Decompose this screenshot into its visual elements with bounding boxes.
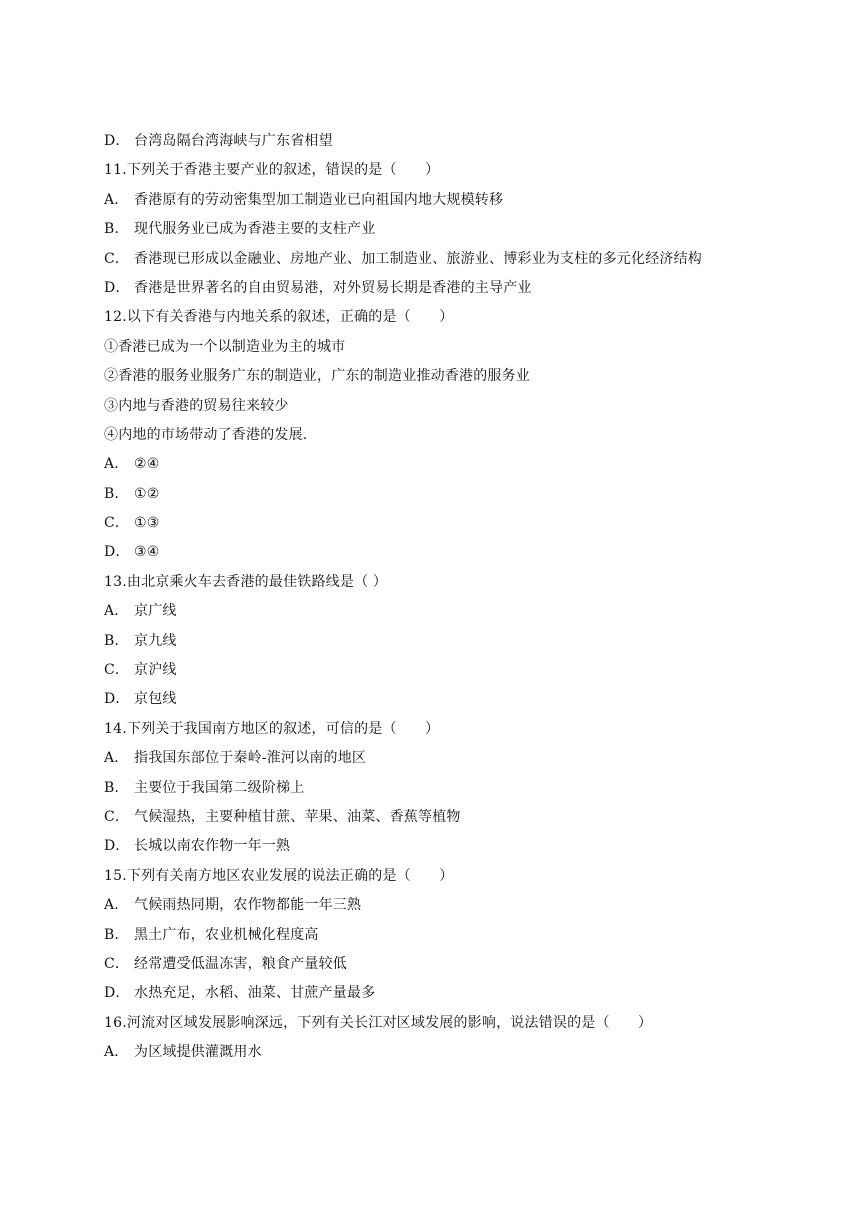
option-text: 主要位于我国第二级阶梯上 xyxy=(134,779,305,796)
option-letter: B． xyxy=(104,221,129,238)
answer-option xyxy=(104,186,784,215)
statement-item: ④内地的市场带动了香港的发展. xyxy=(104,426,308,443)
option-text: ②④ xyxy=(134,456,160,473)
answer-option xyxy=(104,215,784,244)
question-stem: 16.河流对区域发展影响深远，下列有关长江对区域发展的影响，说法错误的是（ ） xyxy=(104,1014,653,1031)
answer-option xyxy=(104,950,784,979)
answer-option xyxy=(104,891,784,920)
option-letter: A． xyxy=(104,191,129,208)
statement-item: ②香港的服务业服务广东的制造业，广东的制造业推动香港的服务业 xyxy=(104,368,530,385)
answer-option xyxy=(104,538,784,567)
option-text: 香港原有的劳动密集型加工制造业已向祖国内地大规模转移 xyxy=(134,191,504,208)
answer-option xyxy=(104,744,784,773)
option-text: 京九线 xyxy=(134,632,177,649)
statement-item: ③内地与香港的贸易往来较少 xyxy=(104,397,289,414)
option-letter: C． xyxy=(104,515,130,532)
option-text: 指我国东部位于秦岭-淮河以南的地区 xyxy=(134,750,367,767)
question-stem: 11.下列关于香港主要产业的叙述，错误的是（ ） xyxy=(104,162,440,179)
option-text: 为区域提供灌溉用水 xyxy=(134,1044,262,1061)
option-letter: B． xyxy=(104,485,129,502)
option-letter: D． xyxy=(104,985,130,1002)
answer-option xyxy=(104,803,784,832)
option-letter: B． xyxy=(104,926,129,943)
option-letter: C． xyxy=(104,662,130,679)
option-text: 香港是世界著名的自由贸易港，对外贸易长期是香港的主导产业 xyxy=(134,279,532,296)
answer-option xyxy=(104,450,784,479)
option-letter: C． xyxy=(104,955,130,972)
option-text: 长城以南农作物一年一熟 xyxy=(134,838,291,855)
question-stem: 14.下列关于我国南方地区的叙述，可信的是（ ） xyxy=(104,720,440,737)
statement-item: ①香港已成为一个以制造业为主的城市 xyxy=(104,338,346,355)
option-text: 气候雨热同期，农作物都能一年三熟 xyxy=(134,897,362,914)
option-letter: B． xyxy=(104,632,129,649)
option-text: 京包线 xyxy=(134,691,177,708)
answer-option xyxy=(104,245,784,274)
option-text: 京沪线 xyxy=(134,662,177,679)
option-text: 台湾岛隔台湾海峡与广东省相望 xyxy=(134,133,333,149)
option-text: 京广线 xyxy=(134,603,177,620)
option-letter: A． xyxy=(104,456,129,473)
option-text: 香港现已形成以金融业、房地产业、加工制造业、旅游业、博彩业为支柱的多元化经济结构 xyxy=(134,250,702,267)
question-stem: 12.以下有关香港与内地关系的叙述，正确的是（ ） xyxy=(104,309,454,326)
option-letter: D． xyxy=(104,133,130,149)
answer-option xyxy=(104,127,784,156)
option-letter: D． xyxy=(104,838,130,855)
answer-option xyxy=(104,597,784,626)
option-letter: C． xyxy=(104,808,130,825)
answer-option xyxy=(104,685,784,714)
option-text: 水热充足，水稻、油菜、甘蔗产量最多 xyxy=(134,985,376,1002)
option-letter: C． xyxy=(104,250,130,267)
answer-option xyxy=(104,480,784,509)
answer-option xyxy=(104,274,784,303)
option-letter: A． xyxy=(104,897,129,914)
option-letter: D． xyxy=(104,279,130,296)
option-text: ③④ xyxy=(134,544,160,561)
option-letter: A． xyxy=(104,750,129,767)
option-letter: D． xyxy=(104,544,130,561)
option-text: 气候湿热，主要种植甘蔗、苹果、油菜、香蕉等植物 xyxy=(134,808,461,825)
option-letter: D． xyxy=(104,691,130,708)
answer-option xyxy=(104,1038,784,1067)
option-text: ①③ xyxy=(134,515,160,532)
option-letter: A． xyxy=(104,1044,129,1061)
question-stem: 13.由北京乘火车去香港的最佳铁路线是（ ） xyxy=(104,573,388,590)
question-stem: 15.下列有关南方地区农业发展的说法正确的是（ ） xyxy=(104,867,454,884)
answer-option xyxy=(104,627,784,656)
answer-option xyxy=(104,832,784,861)
option-text: 黑土广布，农业机械化程度高 xyxy=(134,926,319,943)
question-list xyxy=(104,127,784,1068)
answer-option xyxy=(104,979,784,1008)
option-letter: B． xyxy=(104,779,129,796)
answer-option xyxy=(104,774,784,803)
answer-option xyxy=(104,656,784,685)
option-text: 经常遭受低温冻害，粮食产量较低 xyxy=(134,955,347,972)
option-text: ①② xyxy=(134,485,160,502)
option-text: 现代服务业已成为香港主要的支柱产业 xyxy=(134,221,376,238)
option-letter: A． xyxy=(104,603,129,620)
answer-option xyxy=(104,921,784,950)
answer-option xyxy=(104,509,784,538)
